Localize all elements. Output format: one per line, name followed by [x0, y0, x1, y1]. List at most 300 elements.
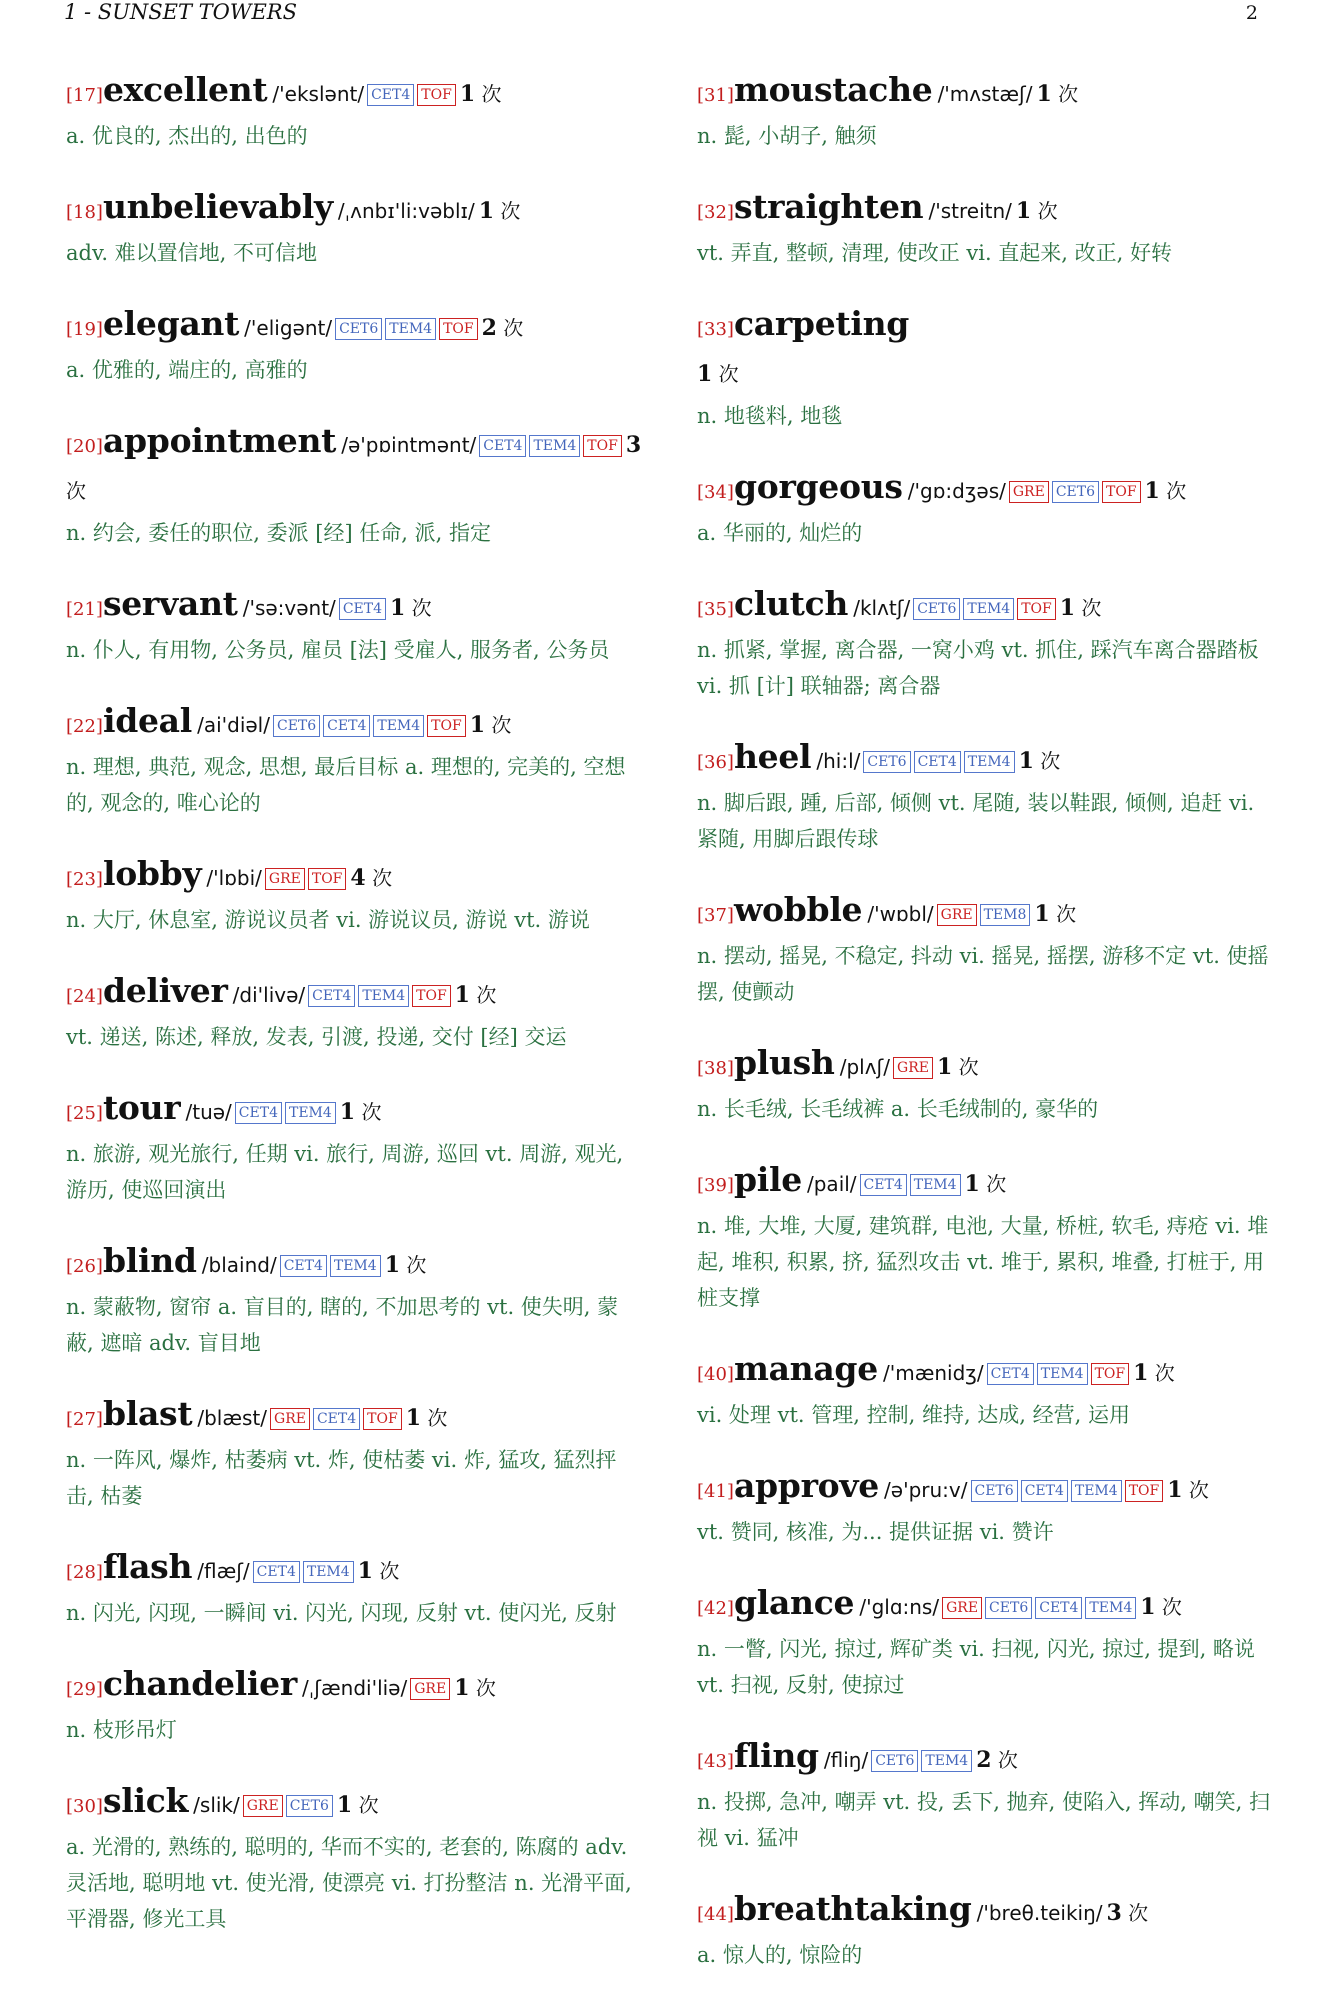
entry-number: [36]: [697, 752, 734, 773]
occurrence-count: [479, 199, 521, 223]
count-unit: 次: [986, 1172, 1007, 1196]
phonetic: /plʌʃ/: [839, 1055, 891, 1079]
headword-line: [697, 735, 1275, 785]
headword: slick: [102, 1781, 189, 1820]
phonetic: /blaind/: [201, 1253, 277, 1277]
headword: blind: [102, 1241, 197, 1280]
exam-tag: TOF: [412, 985, 451, 1007]
exam-tag: GRE: [243, 1795, 283, 1817]
entry-number: [38]: [697, 1058, 734, 1079]
definition: vt. 弄直, 整顿, 清理, 使改正 vi. 直起来, 改正, 好转: [697, 241, 1173, 265]
entry-number: [25]: [66, 1103, 103, 1124]
count-unit: 次: [1188, 1478, 1209, 1502]
definition: n. 堆, 大堆, 大厦, 建筑群, 电池, 大量, 桥桩, 软毛, 痔疮 vi. 堆起, 堆积, 积累, 挤, 猛烈攻击 vt. 堆于, 累积, 堆叠, 打桩于, 用桩支撑: [697, 1214, 1269, 1310]
exam-tag: GRE: [893, 1057, 933, 1079]
phonetic: /ə'pru:v/: [884, 1478, 968, 1502]
vocab-entry: [66, 419, 644, 551]
exam-tag: GRE: [937, 904, 977, 926]
headword-line: [66, 68, 644, 118]
phonetic: /slik/: [193, 1793, 240, 1817]
exam-tag: TOF: [1102, 481, 1141, 503]
entry-number: [40]: [697, 1364, 734, 1385]
count-unit: 次: [1161, 1595, 1182, 1619]
vocab-entry: [697, 1041, 1275, 1127]
occurrence-count: [1034, 902, 1076, 926]
phonetic: /di'livə/: [232, 983, 306, 1007]
entry-number: [27]: [66, 1409, 103, 1430]
vocab-entry: [66, 1086, 644, 1208]
definition: n. 闪光, 闪现, 一瞬间 vi. 闪光, 闪现, 反射 vt. 使闪光, 反射: [66, 1601, 617, 1625]
exam-tag: CET4: [313, 1408, 360, 1430]
phonetic: /hi:l/: [816, 749, 861, 773]
definition: n. 枝形吊灯: [66, 1718, 177, 1742]
headword-line: [66, 1545, 644, 1595]
page-number: 2: [1245, 2, 1258, 24]
definition: n. 大厅, 休息室, 游说议员者 vi. 游说议员, 游说 vt. 游说: [66, 908, 590, 932]
exam-tag: GRE: [265, 868, 305, 890]
vocab-entry: [697, 1734, 1275, 1856]
entry-number: [23]: [66, 869, 103, 890]
vocab-entry: [66, 1662, 644, 1748]
headword: blast: [102, 1394, 193, 1433]
count-unit: 次: [379, 1559, 400, 1583]
definition: n. 摆动, 摇晃, 不稳定, 抖动 vi. 摇晃, 摇摆, 游移不定 vt. 使摇摆, 使颤动: [697, 944, 1269, 1004]
count-unit: 次: [503, 316, 524, 340]
phonetic: /'mʌstæʃ/: [937, 82, 1033, 106]
count-number: 2: [976, 1747, 992, 1773]
headword-line: [697, 582, 1275, 632]
count-unit: 次: [1058, 82, 1079, 106]
headword-line: [697, 1887, 1275, 1937]
exam-tag: CET4: [1035, 1597, 1082, 1619]
vocab-entry: [697, 1464, 1275, 1550]
headword-line: [66, 419, 644, 515]
occurrence-count: [482, 316, 524, 340]
count-unit: 次: [406, 1253, 427, 1277]
headword: deliver: [102, 971, 228, 1010]
count-unit: 次: [475, 1676, 496, 1700]
headword: approve: [733, 1466, 879, 1505]
headword: servant: [102, 584, 238, 623]
exam-tag: CET6: [286, 1795, 333, 1817]
headword: excellent: [102, 70, 268, 109]
count-unit: 次: [481, 82, 502, 106]
count-number: 1: [936, 1054, 953, 1080]
phonetic: /'lɒbi/: [206, 866, 262, 890]
exam-tag: TOF: [308, 868, 347, 890]
definition: n. 一阵风, 爆炸, 枯萎病 vt. 炸, 使枯萎 vi. 炸, 猛攻, 猛烈抨击, 枯萎: [66, 1448, 617, 1508]
count-number: 4: [350, 865, 366, 891]
headword: straighten: [733, 187, 924, 226]
headword: ideal: [102, 701, 192, 740]
entry-number: [34]: [697, 482, 734, 503]
occurrence-count: [340, 1100, 382, 1124]
phonetic: /ˌʃændi'liə/: [302, 1676, 408, 1700]
headword: manage: [733, 1349, 878, 1388]
exam-tag: CET4: [367, 84, 414, 106]
exam-tag: TOF: [1125, 1480, 1164, 1502]
headword-line: [697, 1158, 1275, 1208]
occurrence-count: [697, 362, 739, 386]
definition: a. 华丽的, 灿烂的: [697, 521, 863, 545]
vocab-entry: [66, 68, 644, 154]
count-number: 1: [454, 982, 470, 1008]
occurrence-count: [1016, 199, 1058, 223]
exam-tag: TEM4: [529, 435, 580, 457]
headword-line: [66, 185, 644, 235]
exam-tag: GRE: [1009, 481, 1049, 503]
occurrence-count: [390, 596, 432, 620]
count-unit: 次: [1154, 1361, 1175, 1385]
exam-tag: CET4: [987, 1363, 1034, 1385]
headword-line: [66, 852, 644, 902]
definition: a. 优良的, 杰出的, 出色的: [66, 124, 308, 148]
phonetic: /'gɒ:dʒəs/: [907, 479, 1006, 503]
phonetic: /fliŋ/: [823, 1748, 869, 1772]
definition: adv. 难以置信地, 不可信地: [66, 241, 318, 265]
headword: lobby: [102, 854, 202, 893]
entry-number: [18]: [66, 202, 103, 223]
exam-tag: TOF: [417, 84, 456, 106]
headword-line: [697, 465, 1275, 515]
occurrence-count: [470, 713, 512, 737]
entry-number: [44]: [697, 1904, 734, 1925]
count-number: 3: [625, 432, 642, 458]
exam-tag: TEM4: [358, 985, 409, 1007]
exam-tag: CET4: [235, 1102, 282, 1124]
exam-tag: CET4: [860, 1174, 907, 1196]
occurrence-count: [385, 1253, 427, 1277]
entry-number: [35]: [697, 599, 734, 620]
definition: n. 地毯料, 地毯: [697, 404, 843, 428]
count-number: 1: [697, 361, 713, 387]
exam-tag: GRE: [410, 1678, 450, 1700]
occurrence-count: [350, 866, 392, 890]
count-number: 1: [357, 1558, 373, 1584]
exam-tag: TEM4: [963, 598, 1014, 620]
headword: appointment: [102, 421, 337, 460]
exam-tag: CET6: [1052, 481, 1099, 503]
exam-tag: CET6: [971, 1480, 1018, 1502]
definition: n. 旅游, 观光旅行, 任期 vi. 旅行, 周游, 巡回 vt. 周游, 观光, 游历, 使巡回演出: [66, 1142, 624, 1202]
exam-tag: TOF: [439, 318, 478, 340]
definition: a. 优雅的, 端庄的, 高雅的: [66, 358, 308, 382]
entry-number: [32]: [697, 202, 734, 223]
occurrence-count: [358, 1559, 400, 1583]
headword: gorgeous: [733, 467, 903, 506]
phonetic: /'eligənt/: [244, 316, 333, 340]
entry-number: [30]: [66, 1796, 103, 1817]
vocab-entry: [66, 1392, 644, 1514]
count-unit: 次: [1166, 479, 1187, 503]
count-line: [697, 352, 1275, 398]
left-column: [66, 68, 644, 1968]
exam-tag: CET6: [863, 751, 910, 773]
exam-tag: TOF: [1017, 598, 1056, 620]
exam-tag: CET6: [985, 1597, 1032, 1619]
count-number: 1: [339, 1099, 356, 1125]
count-number: 1: [1140, 1594, 1156, 1620]
vocab-entry: [697, 302, 1275, 434]
phonetic: /flæʃ/: [197, 1559, 250, 1583]
count-unit: 次: [1056, 902, 1077, 926]
vocab-entry: [66, 1545, 644, 1631]
vocab-entry: [66, 852, 644, 938]
occurrence-count: [337, 1793, 379, 1817]
vocab-entry: [66, 1239, 644, 1361]
count-number: 1: [1036, 81, 1052, 107]
phonetic: /ai'diəl/: [197, 713, 270, 737]
headword-line: [697, 1041, 1275, 1091]
count-number: 2: [481, 315, 497, 341]
occurrence-count: [937, 1055, 979, 1079]
exam-tag: TEM4: [330, 1255, 381, 1277]
headword: flash: [102, 1547, 193, 1586]
count-unit: 次: [997, 1748, 1018, 1772]
exam-tag: TEM4: [1071, 1480, 1122, 1502]
count-number: 1: [390, 595, 406, 621]
count-number: 1: [336, 1792, 353, 1818]
count-number: 1: [469, 712, 486, 738]
phonetic: /ə'pɒintmənt/: [341, 433, 477, 457]
headword: carpeting: [733, 304, 910, 343]
headword-line: [66, 1392, 644, 1442]
phonetic: /ˌʌnbɪ'li:vəblɪ/: [337, 199, 475, 223]
count-unit: 次: [500, 199, 521, 223]
vocab-entry: [697, 735, 1275, 857]
entry-number: [31]: [697, 85, 734, 106]
headword: chandelier: [102, 1664, 297, 1703]
definition: vt. 递送, 陈述, 释放, 发表, 引渡, 投递, 交付 [经] 交运: [66, 1025, 567, 1049]
exam-tag: TEM4: [1037, 1363, 1088, 1385]
exam-tag: CET4: [308, 985, 355, 1007]
definition: n. 脚后跟, 踵, 后部, 倾侧 vt. 尾随, 装以鞋跟, 倾侧, 追赶 vi. 紧随, 用脚后跟传球: [697, 791, 1255, 851]
count-unit: 次: [958, 1055, 979, 1079]
entry-number: [26]: [66, 1256, 103, 1277]
exam-tag: TOF: [583, 435, 622, 457]
exam-tag: CET6: [913, 598, 960, 620]
entry-number: [21]: [66, 599, 103, 620]
count-unit: 次: [491, 713, 512, 737]
occurrence-count: [455, 983, 497, 1007]
phonetic: /'sə:vənt/: [242, 596, 336, 620]
definition: n. 一瞥, 闪光, 掠过, 辉矿类 vi. 扫视, 闪光, 掠过, 提到, 略说 vt. 扫视, 反射, 使掠过: [697, 1637, 1255, 1697]
count-unit: 次: [411, 596, 432, 620]
exam-tag: TEM4: [1085, 1597, 1136, 1619]
entry-number: [28]: [66, 1562, 103, 1583]
headword: clutch: [733, 584, 849, 623]
count-unit: 次: [718, 362, 739, 386]
entry-number: [19]: [66, 319, 103, 340]
phonetic: /'streitn/: [928, 199, 1012, 223]
definition: n. 髭, 小胡子, 触须: [697, 124, 877, 148]
page-header: [64, 0, 1258, 30]
vocab-entry: [697, 1581, 1275, 1703]
exam-tag: CET4: [914, 751, 961, 773]
definition: vt. 赞同, 核准, 为... 提供证据 vi. 赞许: [697, 1520, 1054, 1544]
headword-line: [697, 888, 1275, 938]
headword-line: [697, 302, 1275, 352]
exam-tag: GRE: [942, 1597, 982, 1619]
occurrence-count: [1145, 479, 1187, 503]
definition: a. 惊人的, 惊险的: [697, 1943, 863, 1967]
exam-tag: CET6: [871, 1750, 918, 1772]
phonetic: /'mænidʒ/: [883, 1361, 984, 1385]
definition: a. 光滑的, 熟练的, 聪明的, 华而不实的, 老套的, 陈腐的 adv. 灵活地, 聪明地 vt. 使光滑, 使漂亮 vi. 打扮整洁 n. 光滑平面, 平滑器, 修光工具: [66, 1835, 632, 1931]
count-number: 1: [1015, 198, 1032, 224]
phonetic: /klʌtʃ/: [853, 596, 911, 620]
count-unit: 次: [1037, 199, 1058, 223]
headword: tour: [102, 1088, 181, 1127]
count-unit: 次: [1081, 596, 1102, 620]
headword-line: [66, 1239, 644, 1289]
count-unit: 次: [1128, 1901, 1149, 1925]
count-unit: 次: [361, 1100, 382, 1124]
exam-tag: GRE: [270, 1408, 310, 1430]
occurrence-count: [965, 1172, 1007, 1196]
exam-tag: TEM8: [980, 904, 1031, 926]
entry-number: [39]: [697, 1175, 734, 1196]
phonetic: /'wɒbl/: [867, 902, 934, 926]
count-number: 1: [1144, 478, 1160, 504]
count-number: 1: [1167, 1477, 1183, 1503]
headword-line: [697, 1347, 1275, 1397]
vocab-entry: [697, 888, 1275, 1010]
vocab-entry: [66, 699, 644, 821]
phonetic: /blæst/: [197, 1406, 268, 1430]
entry-number: [41]: [697, 1481, 734, 1502]
definition: n. 蒙蔽物, 窗帘 a. 盲目的, 瞎的, 不加思考的 vt. 使失明, 蒙蔽, 遮暗 adv. 盲目地: [66, 1295, 619, 1355]
definition: n. 约会, 委任的职位, 委派 [经] 任命, 派, 指定: [66, 521, 492, 545]
count-number: 1: [454, 1675, 470, 1701]
vocab-entry: [66, 302, 644, 388]
occurrence-count: [1019, 749, 1061, 773]
headword-line: [66, 1662, 644, 1712]
count-unit: 次: [372, 866, 393, 890]
headword-line: [66, 969, 644, 1019]
headword: moustache: [733, 70, 933, 109]
headword: breathtaking: [733, 1889, 972, 1928]
definition: n. 长毛绒, 长毛绒裤 a. 长毛绒制的, 豪华的: [697, 1097, 1099, 1121]
exam-tag: CET6: [273, 715, 320, 737]
chapter-title: 1 - SUNSET TOWERS: [64, 0, 297, 24]
entry-number: [17]: [66, 85, 103, 106]
count-number: 1: [459, 81, 476, 107]
entry-number: [42]: [697, 1598, 734, 1619]
entry-number: [24]: [66, 986, 103, 1007]
headword-line: [697, 1581, 1275, 1631]
count-number: 1: [964, 1171, 980, 1197]
exam-tag: TEM4: [964, 751, 1015, 773]
vocab-entry: [697, 582, 1275, 704]
exam-tag: TEM4: [385, 318, 436, 340]
count-unit: 次: [66, 479, 86, 503]
headword-line: [697, 68, 1275, 118]
exam-tag: TEM4: [921, 1750, 972, 1772]
headword-line: [697, 185, 1275, 235]
right-column: [697, 68, 1275, 2004]
headword-line: [66, 302, 644, 352]
occurrence-count: [976, 1748, 1018, 1772]
vocab-entry: [697, 465, 1275, 551]
headword-line: [66, 699, 644, 749]
entry-number: [20]: [66, 436, 103, 457]
exam-tag: CET4: [323, 715, 370, 737]
entry-number: [37]: [697, 905, 734, 926]
headword: unbelievably: [102, 187, 333, 226]
entry-number: [43]: [697, 1751, 734, 1772]
occurrence-count: [1167, 1478, 1209, 1502]
entry-number: [33]: [697, 319, 734, 340]
vocab-entry: [66, 969, 644, 1055]
exam-tag: TOF: [363, 1408, 402, 1430]
headword: fling: [733, 1736, 819, 1775]
vocab-entry: [697, 1347, 1275, 1433]
definition: n. 仆人, 有用物, 公务员, 雇员 [法] 受雇人, 服务者, 公务员: [66, 638, 610, 662]
count-number: 3: [1106, 1900, 1122, 1926]
count-number: 1: [1018, 748, 1034, 774]
definition: n. 抓紧, 掌握, 离合器, 一窝小鸡 vt. 抓住, 踩汽车离合器踏板 vi. 抓 [计] 联轴器; 离合器: [697, 638, 1259, 698]
occurrence-count: [1036, 82, 1078, 106]
count-unit: 次: [476, 983, 497, 1007]
definition: vi. 处理 vt. 管理, 控制, 维持, 达成, 经营, 运用: [697, 1403, 1131, 1427]
exam-tag: CET4: [339, 598, 386, 620]
headword-line: [66, 1779, 644, 1829]
vocab-entry: [697, 185, 1275, 271]
occurrence-count: [1140, 1595, 1182, 1619]
vocab-entry: [697, 1887, 1275, 1973]
count-number: 1: [384, 1252, 400, 1278]
count-number: 1: [1034, 901, 1050, 927]
phonetic: /'breθ.teikiŋ/: [976, 1901, 1103, 1925]
exam-tag: CET4: [253, 1561, 300, 1583]
definition: n. 理想, 典范, 观念, 思想, 最后目标 a. 理想的, 完美的, 空想的, 观念的, 唯心论的: [66, 755, 626, 815]
occurrence-count: [1133, 1361, 1175, 1385]
headword-line: [66, 1086, 644, 1136]
count-unit: 次: [427, 1406, 448, 1430]
vocab-entry: [697, 1158, 1275, 1316]
exam-tag: TEM4: [910, 1174, 961, 1196]
headword: plush: [733, 1043, 835, 1082]
vocab-entry: [697, 68, 1275, 154]
exam-tag: TEM4: [303, 1561, 354, 1583]
phonetic: /tuə/: [185, 1100, 232, 1124]
exam-tag: TOF: [1091, 1363, 1130, 1385]
occurrence-count: [1107, 1901, 1149, 1925]
exam-tag: TOF: [427, 715, 466, 737]
count-number: 1: [478, 198, 495, 224]
exam-tag: CET4: [479, 435, 526, 457]
count-number: 1: [1059, 595, 1076, 621]
headword: wobble: [733, 890, 863, 929]
headword-line: [697, 1734, 1275, 1784]
occurrence-count: [406, 1406, 448, 1430]
headword: heel: [733, 737, 812, 776]
definition: n. 投掷, 急冲, 嘲弄 vt. 投, 丢下, 抛弃, 使陷入, 挥动, 嘲笑, 扫视 vi. 猛冲: [697, 1790, 1271, 1850]
count-number: 1: [1133, 1360, 1149, 1386]
phonetic: /'ekslənt/: [272, 82, 365, 106]
occurrence-count: [454, 1676, 496, 1700]
occurrence-count: [1060, 596, 1102, 620]
vocab-entry: [66, 185, 644, 271]
entry-number: [29]: [66, 1679, 103, 1700]
headword: glance: [733, 1583, 855, 1622]
count-number: 1: [405, 1405, 421, 1431]
count-unit: 次: [1040, 749, 1061, 773]
headword-line: [66, 582, 644, 632]
headword: pile: [733, 1160, 802, 1199]
vocab-entry: [66, 582, 644, 668]
